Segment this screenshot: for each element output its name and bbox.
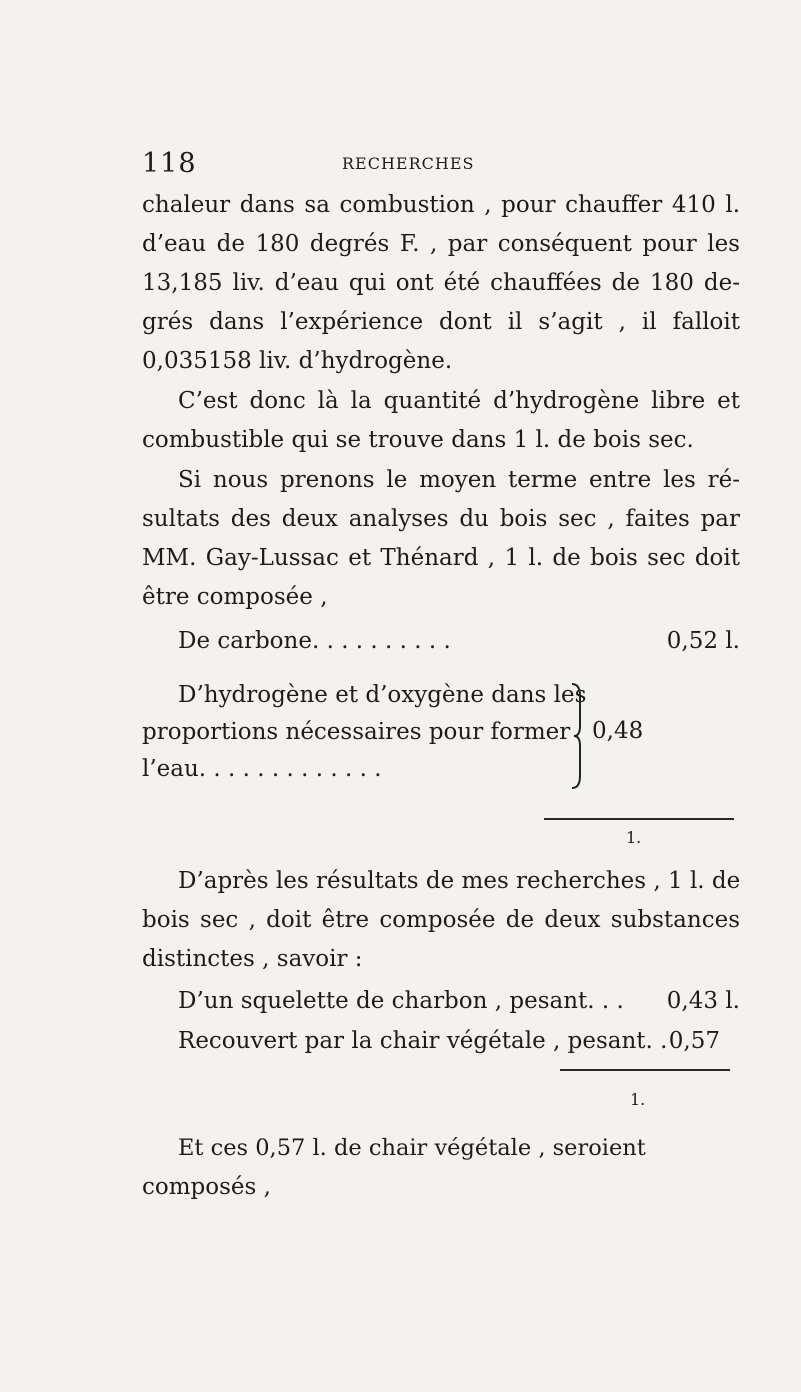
text-line: composés , — [142, 1174, 271, 1200]
text-line: grés dans l’expérience dont il s’agit , il falloit — [142, 309, 740, 335]
skeleton-label: D’un squelette de charbon , pesant. . . — [178, 988, 624, 1014]
page-header — [142, 148, 734, 182]
sum-rule — [560, 1069, 730, 1071]
text-line: 13,185 liv. d’eau qui ont été chauffées de 180 de- — [142, 270, 740, 296]
total-value: 1. — [626, 828, 642, 847]
running-title: RECHERCHES — [342, 154, 475, 173]
text-line: combustible qui se trouve dans 1 l. de bois sec. — [142, 427, 694, 453]
text-line: Si nous prenons le moyen terme entre les ré- — [178, 467, 740, 493]
right-brace — [570, 680, 584, 792]
text-line: d’eau de 180 degrés F. , par conséquent pour les — [142, 231, 740, 257]
water-group — [142, 676, 740, 796]
text-line: sultats des deux analyses du bois sec , faites par — [142, 506, 740, 532]
text-line: être composée , — [142, 584, 328, 610]
water-line: l’eau. . . . . . . . . . . . . — [142, 756, 382, 782]
carbon-value: 0,52 l. — [666, 628, 740, 654]
flesh-label: Recouvert par la chair végétale , pesant. . — [178, 1028, 668, 1054]
flesh-row — [178, 1026, 740, 1056]
skeleton-row — [178, 986, 740, 1016]
water-line: proportions nécessaires pour former — [142, 719, 571, 745]
flesh-value: 0,57 — [668, 1028, 720, 1054]
carbon-label: De carbone. . . . . . . . . . — [178, 628, 451, 654]
water-line: D’hydrogène et d’oxygène dans les — [178, 682, 587, 708]
text-line: bois sec , doit être composée de deux substances — [142, 907, 740, 933]
text-line: chaleur dans sa combustion , pour chauffer 410 l. — [142, 192, 740, 218]
text-line: 0,035158 liv. d’hydrogène. — [142, 348, 453, 374]
sum-rule — [544, 818, 734, 820]
text-line: C’est donc là la quantité d’hydrogène libre et — [178, 388, 740, 414]
skeleton-value: 0,43 l. — [666, 988, 740, 1014]
text-line: MM. Gay-Lussac et Thénard , 1 l. de bois sec doit — [142, 545, 740, 571]
text-line: D’après les résultats de mes recherches , 1 l. de — [178, 868, 741, 894]
carbon-row — [178, 626, 740, 656]
total-value: 1. — [630, 1090, 646, 1109]
page-number: 118 — [142, 148, 197, 179]
text-line: distinctes , savoir : — [142, 946, 363, 972]
water-value: 0,48 — [592, 718, 644, 744]
text-line: Et ces 0,57 l. de chair végétale , seroient — [178, 1135, 646, 1161]
